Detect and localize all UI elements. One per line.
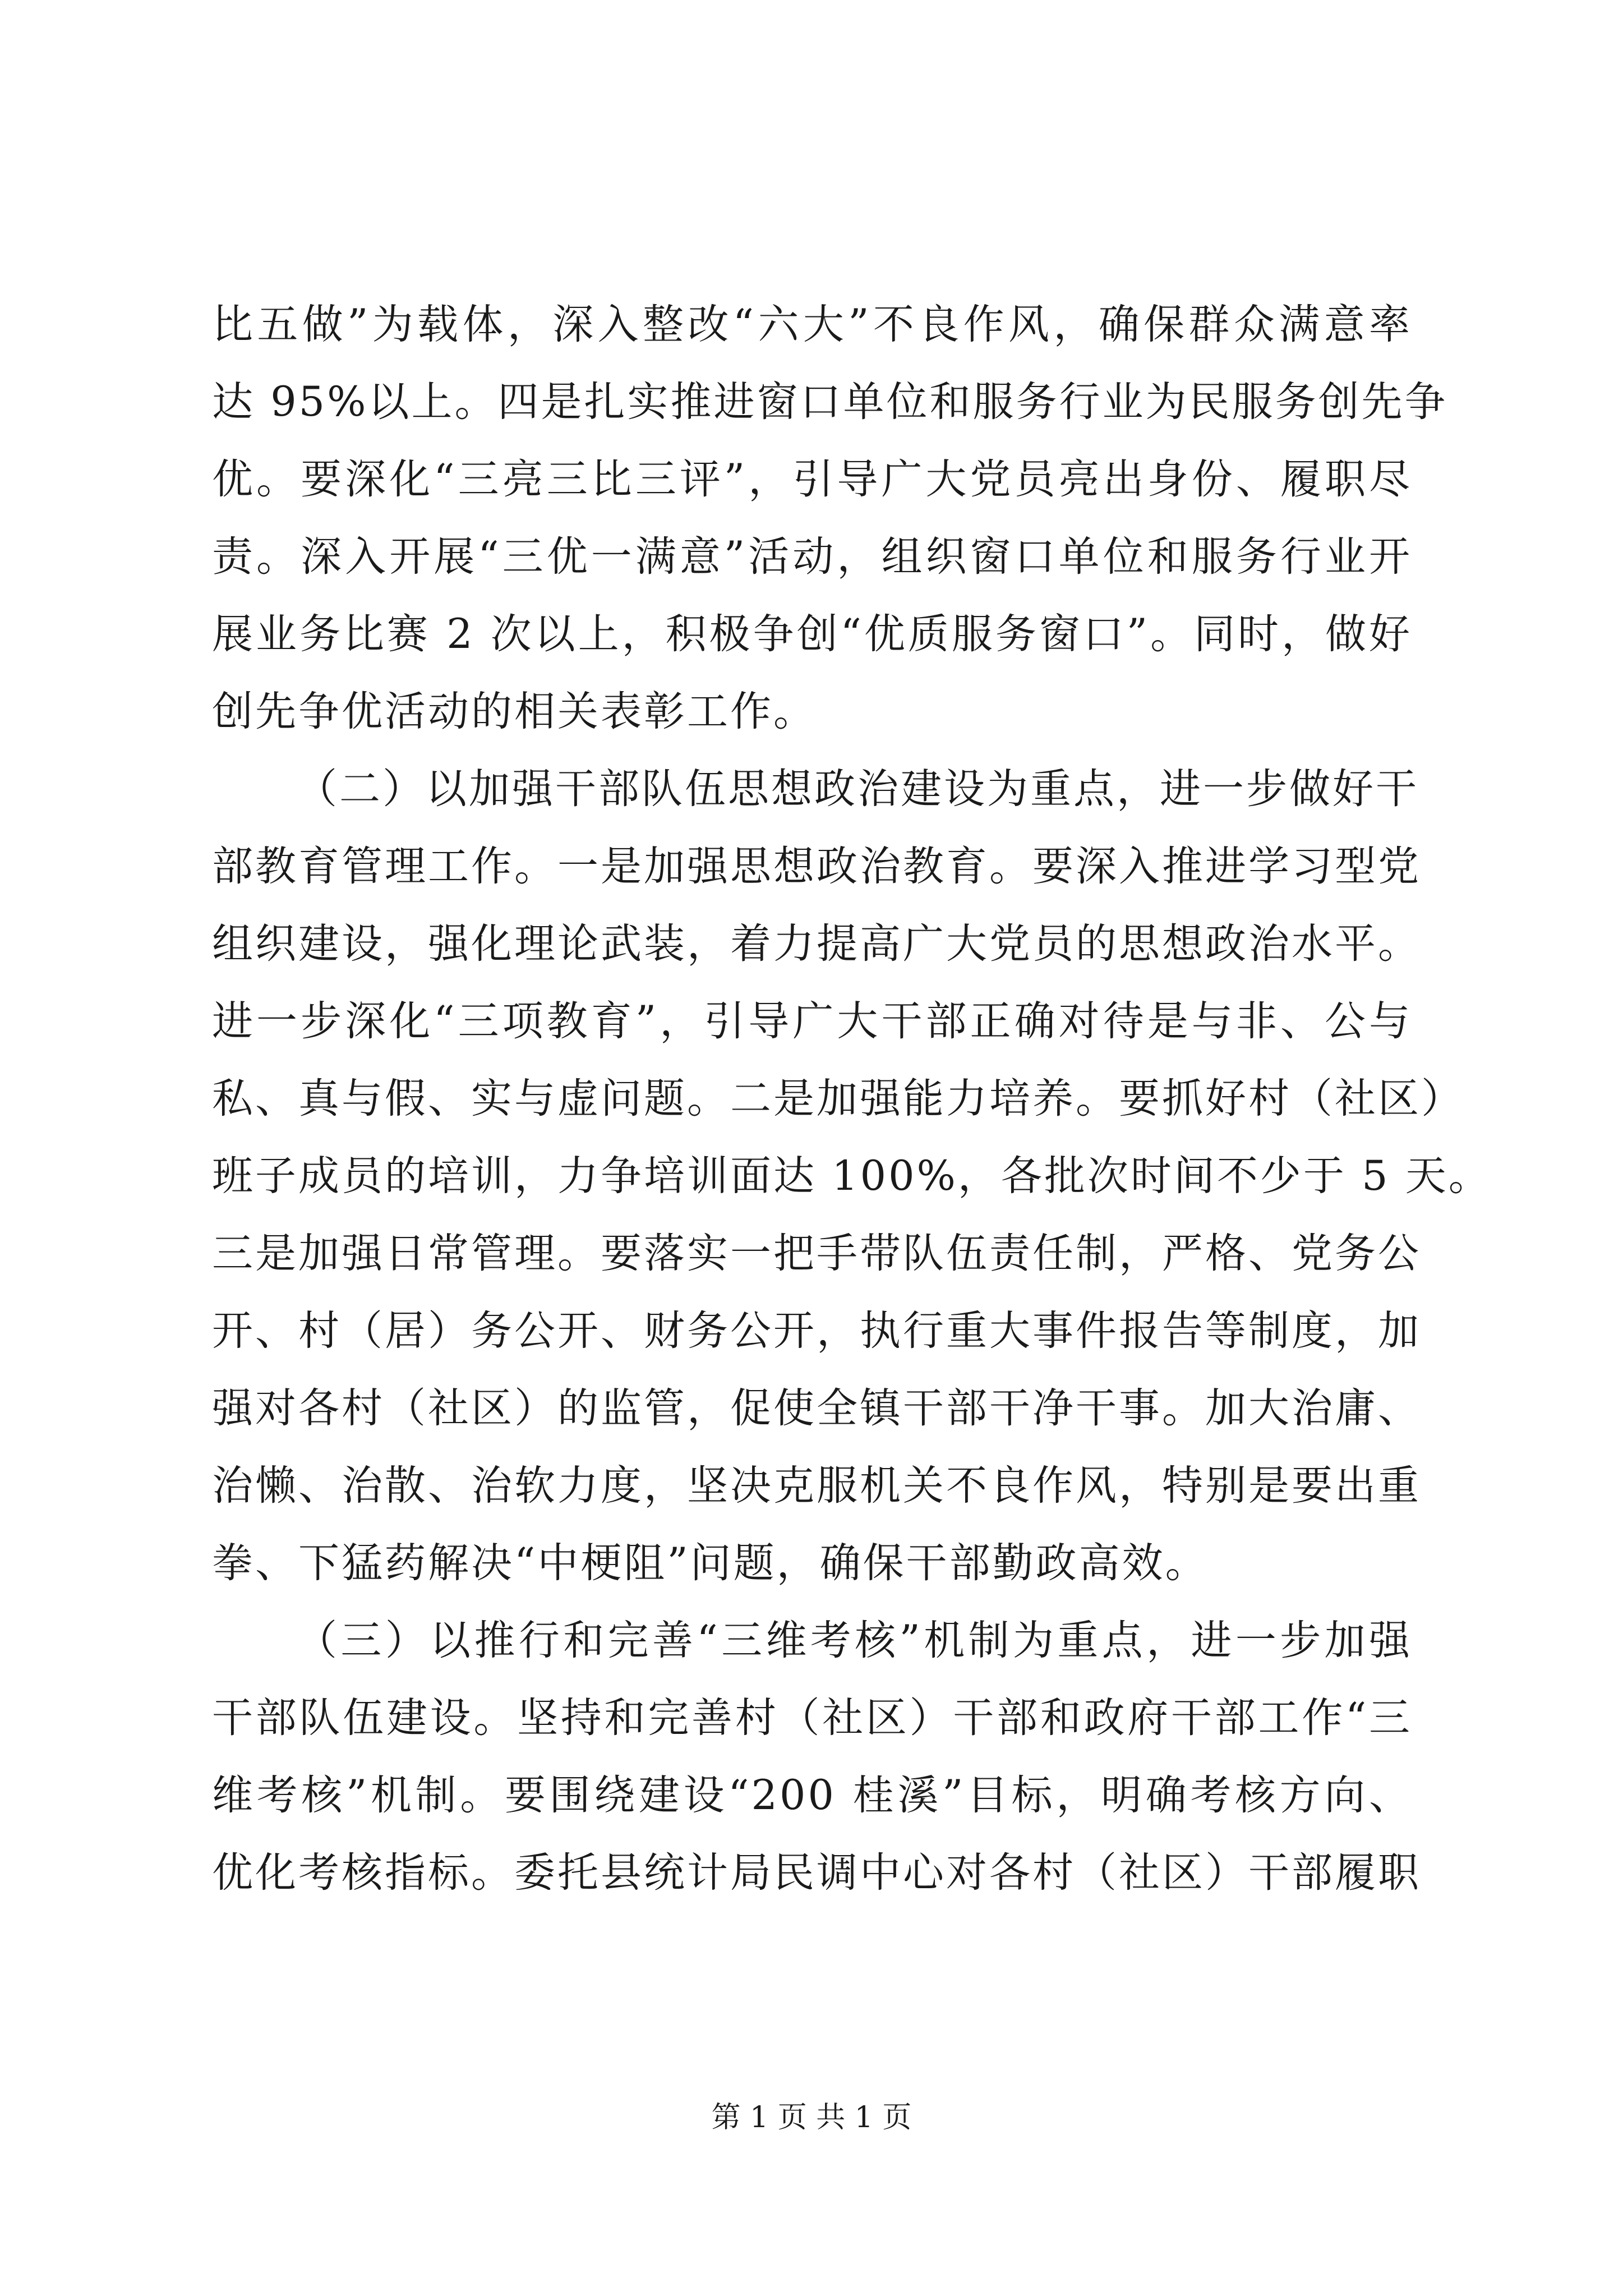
body-line: 比五做”为载体，深入整改“六大”不良作风，确保群众满意率 [212,301,1412,348]
body-line: 治懒、治散、治软力度，坚决克服机关不良作风，特别是要出重 [212,1462,1421,1510]
body-line: 强对各村（社区）的监管，促使全镇干部干净干事。加大治庸、 [212,1384,1421,1432]
body-line: 优化考核指标。委托县统计局民调中心对各村（社区）干部履职 [212,1849,1421,1897]
body-line: 开、村（居）务公开、财务公开，执行重大事件报告等制度，加 [212,1307,1421,1355]
body-line: 进一步深化“三项教育”，引导广大干部正确对待是与非、公与 [212,997,1412,1045]
page-footer: 第 1 页 共 1 页 [711,2101,912,2134]
body-line: 优。要深化“三亮三比三评”，引导广大党员亮出身份、履职尽 [212,455,1412,503]
body-line: 组织建设，强化理论武装，着力提高广大党员的思想政治水平。 [212,920,1421,968]
body-line: 三是加强日常管理。要落实一把手带队伍责任制，严格、党务公 [212,1230,1421,1277]
section-heading-line: （三）以推行和完善“三维考核”机制为重点，进一步加强 [296,1617,1412,1664]
body-line: 拳、下猛药解决“中梗阻”问题，确保干部勤政高效。 [212,1539,1209,1587]
body-line: 班子成员的培训，力争培训面达 100%，各批次时间不少于 5 天。 [212,1152,1492,1200]
body-line: 私、真与假、实与虚问题。二是加强能力培养。要抓好村（社区） [212,1075,1464,1122]
body-line: 达 95%以上。四是扎实推进窗口单位和服务行业为民服务创先争 [212,378,1448,426]
body-line: 部教育管理工作。一是加强思想政治教育。要深入推进学习型党 [212,843,1421,890]
document-body [212,286,1492,1912]
body-line: 维考核”机制。要围绕建设“200 桂溪”目标，明确考核方向、 [212,1772,1412,1819]
section-heading-line: （二）以加强干部队伍思想政治建设为重点，进一步做好干 [296,765,1419,813]
body-line: 干部队伍建设。坚持和完善村（社区）干部和政府干部工作“三 [212,1694,1412,1742]
body-line: 创先争优活动的相关表彰工作。 [212,688,817,735]
body-line: 展业务比赛 2 次以上，积极争创“优质服务窗口”。同时，做好 [212,610,1412,658]
body-line: 责。深入开展“三优一满意”活动，组织窗口单位和服务行业开 [212,533,1412,581]
